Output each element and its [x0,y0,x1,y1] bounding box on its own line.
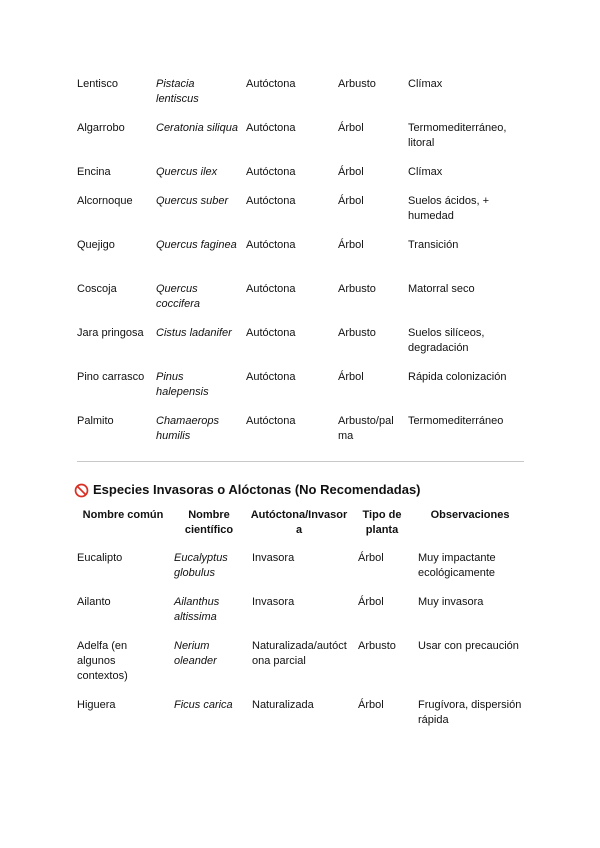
cell-notes: Rápida colonización [408,371,507,383]
cell-type: Arbusto [358,640,396,652]
cell-type: Árbol [338,239,364,251]
cell-common: Coscoja [77,283,117,295]
cell-scientific: Quercus suber [156,195,229,207]
section-divider [77,461,524,462]
cell-type: Arbusto [338,327,376,339]
cell-type: Arbusto [338,78,376,90]
table-row [77,698,524,742]
cell-scientific: Cistus ladanifer [156,327,232,339]
cell-status: Autóctona [246,371,296,383]
cell-status: Autóctona [246,283,296,295]
cell-notes: Muy impactante ecológicamente [418,552,496,579]
cell-type: Árbol [338,371,364,383]
cell-status: Autóctona [246,239,296,251]
cell-notes: Matorral seco [408,283,475,295]
cell-scientific: Ficus carica [174,699,233,711]
cell-type: Árbol [338,166,364,178]
cell-notes: Suelos ácidos, + humedad [408,195,490,222]
cell-scientific: Ceratonia siliqua [156,122,238,134]
cell-type: Arbusto [338,283,376,295]
cell-common: Higuera [77,699,116,711]
invasive-section-title-text: Especies Invasoras o Alóctonas (No Recomendadas) [93,482,421,497]
cell-status: Invasora [252,552,295,564]
cell-notes: Usar con precaución [418,640,519,652]
header-scientific-name: Nombre científico [184,509,234,536]
cell-status: Autóctona [246,78,296,90]
cell-status: Naturalizada [252,699,314,711]
cell-notes: Frugívora, dispersión rápida [418,699,522,726]
cell-scientific: Quercus ilex [156,166,218,178]
cell-scientific: Quercus faginea [156,239,237,251]
native-species-table [77,77,524,458]
cell-scientific: Quercus coccifera [156,283,201,310]
cell-status: Autóctona [246,415,296,427]
cell-common: Palmito [77,415,114,427]
cell-type: Árbol [358,596,384,608]
cell-common: Algarrobo [77,122,125,134]
header-status: Autóctona/Invasora [250,509,348,536]
cell-status: Autóctona [246,195,296,207]
header-notes: Observaciones [430,509,510,521]
table-row [77,194,524,238]
cell-common: Encina [77,166,111,178]
prohibited-icon [74,483,89,498]
invasive-section-title [74,481,421,499]
cell-type: Arbusto/palma [338,415,394,442]
cell-notes: Clímax [408,78,443,90]
cell-common: Jara pringosa [77,327,144,339]
table-row [77,414,524,458]
table-row [77,282,524,326]
cell-common: Eucalipto [77,552,123,564]
table-row [77,326,524,370]
table-row [77,165,524,194]
cell-common: Adelfa (en algunos contextos) [77,640,128,682]
cell-scientific: Chamaerops humilis [156,415,219,442]
cell-notes: Termomediterráneo [408,415,504,427]
cell-notes: Suelos silíceos, degradación [408,327,485,354]
cell-scientific: Pinus halepensis [156,371,209,398]
table-row [77,370,524,414]
cell-scientific: Nerium oleander [174,640,217,667]
cell-scientific: Pistacia lentiscus [156,78,199,105]
cell-notes: Termomediterráneo, litoral [408,122,507,149]
cell-common: Quejigo [77,239,115,251]
table-row [77,551,524,595]
cell-common: Pino carrasco [77,371,145,383]
cell-type: Árbol [358,699,384,711]
header-common-name: Nombre común [82,509,164,521]
cell-notes: Clímax [408,166,443,178]
cell-status: Autóctona [246,166,296,178]
table-row [77,595,524,639]
cell-scientific: Eucalyptus globulus [174,552,228,579]
header-plant-type: Tipo de planta [362,509,402,536]
cell-common: Alcornoque [77,195,133,207]
cell-type: Árbol [358,552,384,564]
cell-notes: Transición [408,239,459,251]
cell-status: Autóctona [246,122,296,134]
table-row [77,121,524,165]
table-row [77,639,524,698]
cell-notes: Muy invasora [418,596,484,608]
cell-common: Lentisco [77,78,118,90]
table-row [77,238,524,282]
cell-scientific: Ailanthus altissima [174,596,220,623]
cell-status: Autóctona [246,327,296,339]
cell-status: Naturalizada/autóctona parcial [252,640,347,667]
invasive-species-table [77,551,524,742]
cell-type: Árbol [338,195,364,207]
table-row [77,77,524,121]
cell-common: Ailanto [77,596,111,608]
cell-type: Árbol [338,122,364,134]
cell-status: Invasora [252,596,295,608]
